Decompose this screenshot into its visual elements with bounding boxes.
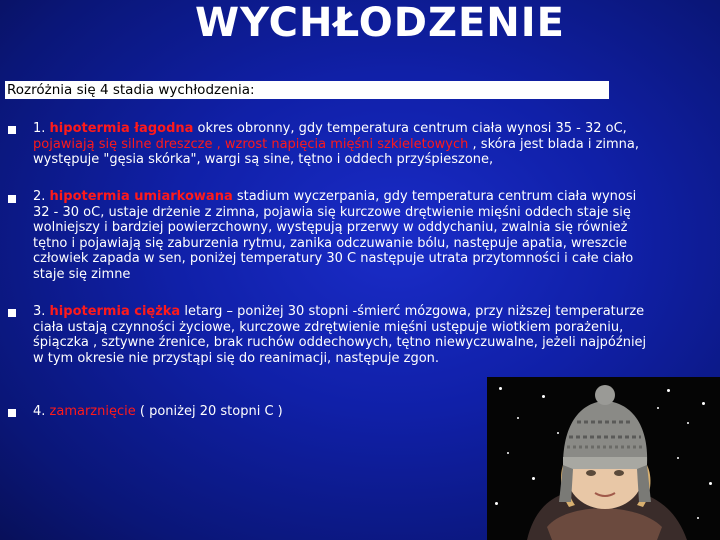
item-number: 2. xyxy=(33,189,46,204)
item-number: 4. xyxy=(33,404,46,419)
snowflake xyxy=(657,407,659,409)
bullet-square-icon xyxy=(8,126,16,134)
snowflake xyxy=(687,422,689,424)
snowflake xyxy=(532,477,535,480)
list-item-1 xyxy=(33,121,648,168)
snowflake xyxy=(542,395,545,398)
bullet-square-icon xyxy=(8,195,16,203)
snowflake xyxy=(709,482,712,485)
list-item-3 xyxy=(33,304,648,366)
item-text-continued: , skóra jest blada i zimna, występuje "gęsia skórka", wargi są sine, tętno i oddech przyśpieszone, xyxy=(33,136,640,167)
snowflake xyxy=(557,432,559,434)
item-highlight-text: pojawiają się silne dreszcze , wzrost napięcia mięśni szkieletowych xyxy=(33,136,469,152)
bullet-square-icon xyxy=(8,409,16,417)
item-term: hipotermia łagodna xyxy=(49,121,194,136)
intro-text: Rozróżnia się 4 stadia wychłodzenia: xyxy=(5,81,609,99)
item-number: 3. xyxy=(33,304,46,319)
child-in-snow-photo xyxy=(487,377,720,540)
snowflake xyxy=(507,452,509,454)
snowflake xyxy=(677,457,679,459)
item-term: hipotermia ciężka xyxy=(49,304,181,319)
snowflake xyxy=(702,402,705,405)
list-item-2 xyxy=(33,189,648,282)
snowflake xyxy=(517,417,519,419)
item-text: letarg – poniżej 30 stopni -śmierć mózgowa, przy niższej temperaturze ciała ustają czynności życiowe, kurczowe zdrętwienie mięśni ustępuje wiotkiem porażeniu, śpiączka , sztywne źrenice, brak ruchów oddechowych, tętno niewyczuwalne, jeżeli najpóźniej w tym okresie nie przystąpi się do reanimacji, następuje zgon. xyxy=(33,304,647,366)
snowflake xyxy=(499,387,502,390)
child-illustration xyxy=(487,377,720,540)
item-term: zamarznięcie xyxy=(49,404,136,419)
bullet-square-icon xyxy=(8,309,16,317)
item-number: 1. xyxy=(33,121,46,136)
snowflake xyxy=(495,502,498,505)
item-text: okres obronny, gdy temperatura centrum ciała wynosi 35 - 32 oC, xyxy=(193,121,627,136)
item-text: ( poniżej 20 stopni C ) xyxy=(135,404,283,419)
item-term: hipotermia umiarkowana xyxy=(49,189,233,204)
snowflake xyxy=(697,517,699,519)
item-text: stadium wyczerpania, gdy temperatura centrum ciała wynosi 32 - 30 oC, ustaje drżenie z zimna, pojawia się kurczowe drętwienie mięśni oddech staje się wolniejszy i bardziej powierzchowny, występują przerwy w oddychaniu, zwalnia się również tętno i pojawiają się zaburzenia rytmu, zanika odczuwanie bólu, następuje apatia, wreszcie człowiek zapada w sen, poniżej temperatury 30 C następuje utrata przytomności i całe ciało staje się zimne xyxy=(33,189,637,282)
slide-title: WYCHŁODZENIE xyxy=(195,0,565,46)
snowflake xyxy=(667,389,670,392)
